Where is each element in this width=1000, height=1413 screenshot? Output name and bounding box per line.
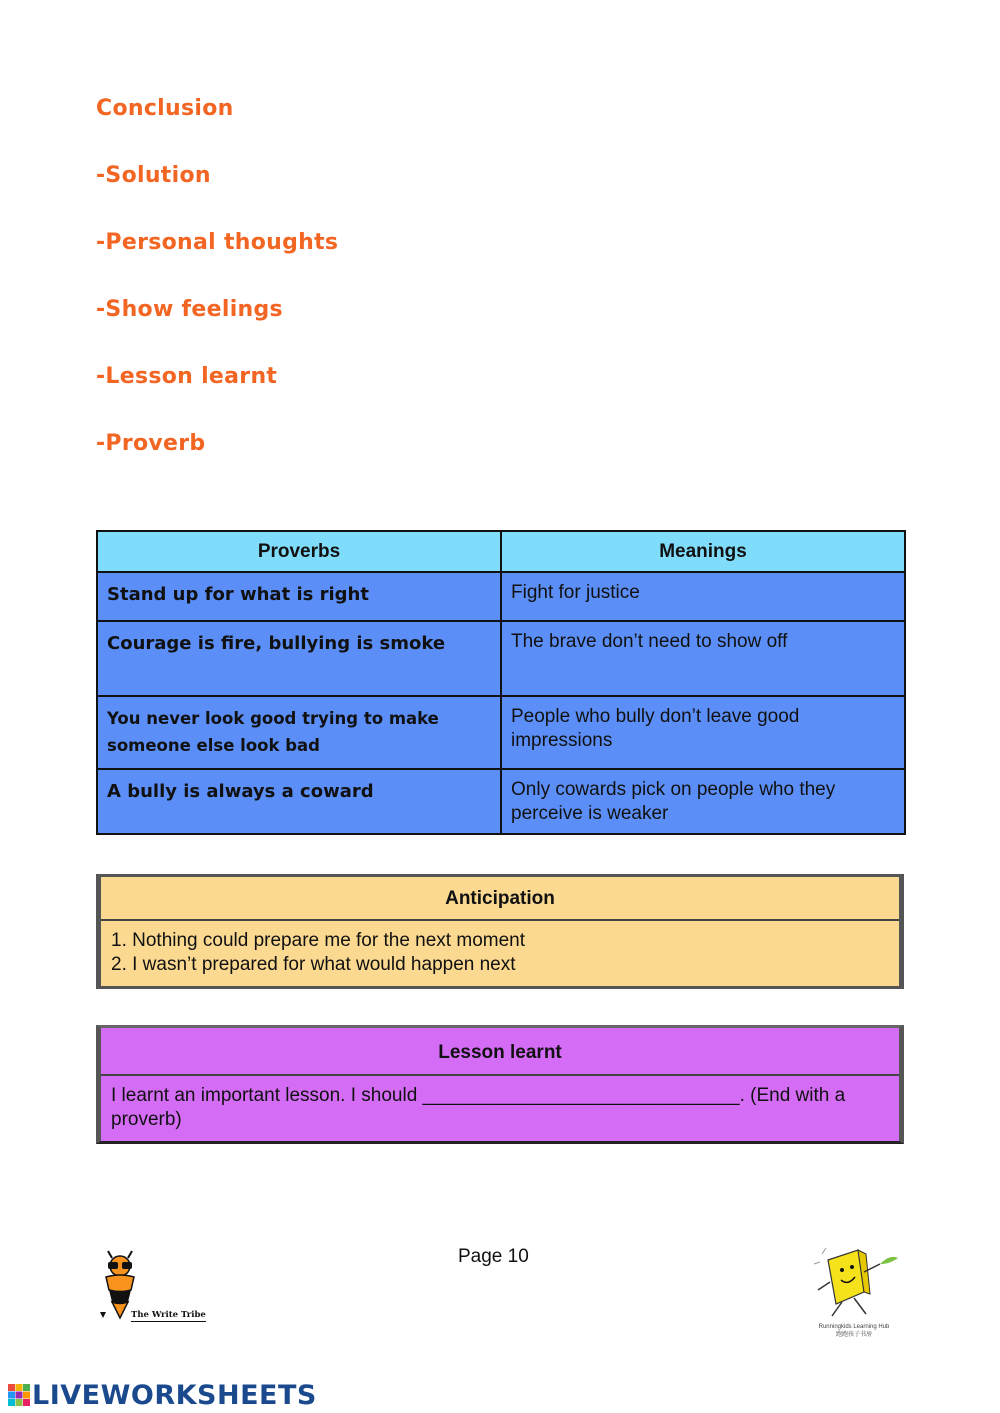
table-row [97,696,905,769]
table-row [97,769,905,834]
meaning-cell: People who bully don’t leave good impressions [501,696,905,769]
lesson-learnt-title: Lesson learnt [101,1028,899,1076]
proverbs-table [96,530,906,835]
running-book-logo [808,1242,908,1322]
conclusion-item-solution: -Solution [96,163,211,188]
proverb-cell: Courage is fire, bullying is smoke [97,621,501,696]
running-book-caption-cn: 跑跑孩子书房 [835,1332,872,1338]
liveworksheets-logo[interactable] [8,1379,317,1411]
write-tribe-caption: The Write Tribe [131,1310,206,1320]
anticipation-line: 1. Nothing could prepare me for the next moment [111,930,526,951]
table-row [97,572,905,621]
conclusion-item-show-feelings: -Show feelings [96,297,283,322]
meanings-column-header: Meanings [501,531,905,572]
anticipation-title: Anticipation [101,877,899,921]
anticipation-box [96,874,904,989]
lesson-learnt-box [96,1025,904,1144]
anticipation-line: 2. I wasn’t prepared for what would happen next [111,954,516,975]
conclusion-item-lesson-learnt: -Lesson learnt [96,364,278,389]
liveworksheets-cube-icon [8,1384,30,1406]
conclusion-item-proverb: -Proverb [96,431,206,456]
running-book-caption-en: Runningkids Learning Hub [818,1324,890,1330]
conclusion-title: Conclusion [96,96,234,121]
proverb-cell: You never look good trying to make someone else look bad [97,696,501,769]
running-book-caption [808,1323,900,1339]
meaning-cell: Fight for justice [501,572,905,621]
page-number: Page 10 [458,1246,529,1267]
meaning-cell: Only cowards pick on people who they perceive is weaker [501,769,905,834]
table-row [97,621,905,696]
lesson-learnt-text: I learnt an important lesson. I should ______________________________. (End with a proverb) [111,1085,846,1130]
proverb-cell: Stand up for what is right [97,572,501,621]
conclusion-item-personal-thoughts: -Personal thoughts [96,230,339,255]
proverb-cell: A bully is always a coward [97,769,501,834]
table-header-row [97,531,905,572]
liveworksheets-wordmark: LIVEWORKSHEETS [32,1379,317,1411]
meaning-cell: The brave don’t need to show off [501,621,905,696]
proverbs-column-header: Proverbs [97,531,501,572]
anticipation-body [101,921,899,986]
